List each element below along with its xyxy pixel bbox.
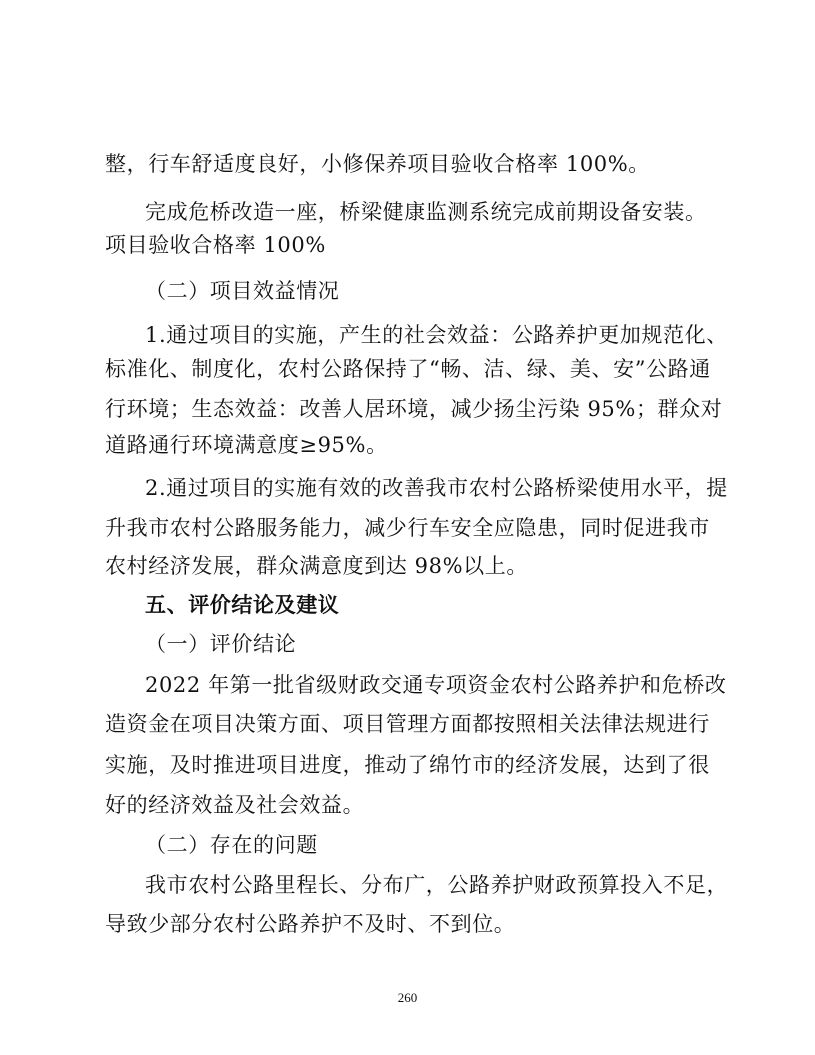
paragraph-line: 完成危桥改造一座，桥梁健康监测系统完成前期设备安装。 [145,200,707,224]
paragraph-line: 实施，及时推进项目进度，推动了绵竹市的经济发展，达到了很 [105,753,710,777]
paragraph-line: 农村经济发展，群众满意度到达 98%以上。 [105,554,528,578]
paragraph-line: 1.通过项目的实施，产生的社会效益：公路养护更加规范化、 [145,323,728,347]
paragraph-line: 2022 年第一批省级财政交通专项资金农村公路养护和危桥改 [145,673,727,697]
section-heading: 五、评价结论及建议 [145,592,340,617]
subsection-heading: （二）存在的问题 [145,833,318,857]
paragraph-line: 造资金在项目决策方面、项目管理方面都按照相关法律法规进行 [105,712,710,736]
paragraph-line: 项目验收合格率 100% [105,233,326,257]
paragraph-line: 我市农村公路里程长、分布广，公路养护财政预算投入不足， [145,873,729,897]
paragraph-line: 整，行车舒适度良好，小修保养项目验收合格率 100%。 [105,152,650,176]
paragraph-line: 升我市农村公路服务能力，减少行车安全应隐患，同时促进我市 [105,516,710,540]
subsection-heading: （二）项目效益情况 [145,279,340,303]
paragraph-line: 好的经济效益及社会效益。 [105,793,365,817]
paragraph-line: 道路通行环境满意度≥95%。 [105,433,388,457]
paragraph-line: 行环境；生态效益：改善人居环境，减少扬尘污染 95%；群众对 [105,397,723,421]
page-number: 260 [397,990,418,1005]
paragraph-line: 导致少部分农村公路养护不及时、不到位。 [105,912,516,936]
paragraph-line: 标准化、制度化，农村公路保持了“畅、洁、绿、美、安”公路通 [105,357,711,381]
subsection-heading: （一）评价结论 [145,632,297,656]
paragraph-line: 2.通过项目的实施有效的改善我市农村公路桥梁使用水平，提 [145,476,728,500]
